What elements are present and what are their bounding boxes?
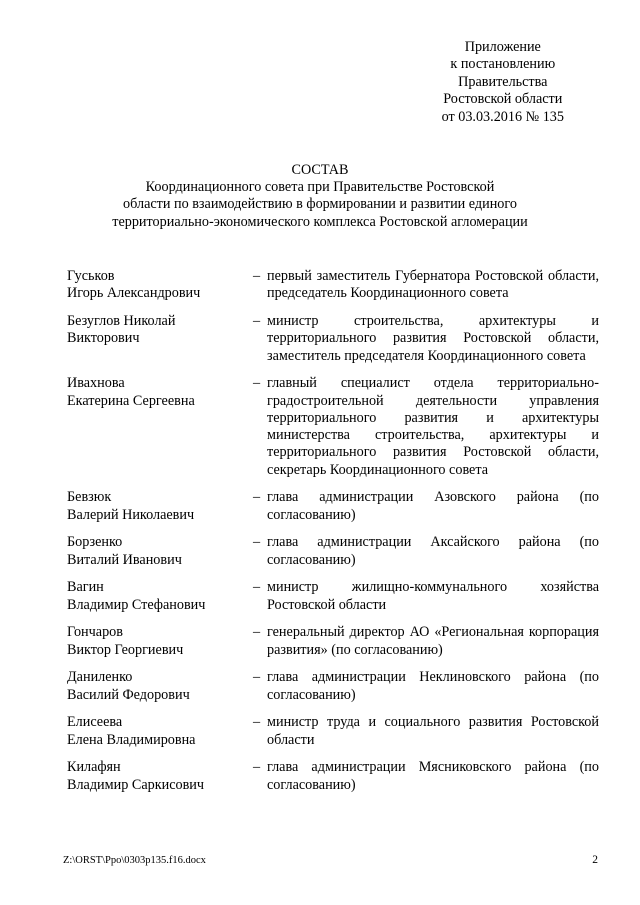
member-name xyxy=(67,313,252,348)
member-given-name: Владимир Стефанович xyxy=(67,596,206,613)
dash-separator: – xyxy=(253,268,261,284)
dash-separator: – xyxy=(253,375,261,392)
member-surname: Ивахнова xyxy=(67,375,125,392)
dash-separator: – xyxy=(253,624,261,641)
member-name xyxy=(67,669,252,704)
member-surname: Гуськов xyxy=(67,268,115,284)
member-role: министр труда и социального развития Ростовской области xyxy=(267,714,599,748)
member-entry xyxy=(67,714,599,749)
annex-block xyxy=(442,39,564,126)
member-surname: Килафян xyxy=(67,759,121,776)
member-entry xyxy=(67,268,599,303)
member-given-name: Викторович xyxy=(67,330,140,347)
title-heading: СОСТАВ xyxy=(291,162,349,178)
title-line: Координационного совета при Правительстве Ростовской xyxy=(145,179,495,196)
member-given-name: Екатерина Сергеевна xyxy=(67,392,195,409)
member-entry xyxy=(67,534,599,569)
member-given-name: Игорь Александрович xyxy=(67,285,201,302)
dash-separator: – xyxy=(253,579,261,596)
member-surname: Гончаров xyxy=(67,624,123,641)
member-entry xyxy=(67,313,599,365)
member-name xyxy=(67,489,252,524)
member-role: глава администрации Неклиновского района (по согласованию) xyxy=(267,669,599,703)
member-entry xyxy=(67,489,599,524)
dash-separator: – xyxy=(253,489,261,506)
annex-line: от 03.03.2016 № 135 xyxy=(441,108,564,125)
footer-file-path: Z:\ORST\Ppo\0303p135.f16.docx xyxy=(63,855,206,866)
member-surname: Даниленко xyxy=(67,669,133,686)
member-entry xyxy=(67,759,599,794)
document-title xyxy=(0,162,640,231)
member-entry xyxy=(67,669,599,704)
annex-line: Правительства xyxy=(458,73,548,90)
dash-separator: – xyxy=(253,714,261,731)
dash-separator: – xyxy=(253,759,261,776)
member-role: министр строительства, архитектуры и территориального развития Ростовской области, заместитель председателя Координационного совета xyxy=(267,312,599,364)
member-role: генеральный директор АО «Региональная корпорация развития» (по согласованию) xyxy=(267,624,599,658)
title-line: области по взаимодействию в формировании и развитии единого xyxy=(123,196,517,213)
member-surname: Елисеева xyxy=(67,714,123,731)
members-list xyxy=(67,268,599,804)
member-given-name: Василий Федорович xyxy=(67,686,190,703)
member-name xyxy=(67,714,252,749)
member-name xyxy=(67,268,252,303)
dash-separator: – xyxy=(253,312,261,329)
member-entry xyxy=(67,579,599,614)
annex-line: Ростовской области xyxy=(443,91,563,108)
member-surname: Безуглов Николай xyxy=(67,312,176,329)
member-given-name: Виктор Георгиевич xyxy=(67,641,184,658)
member-entry xyxy=(67,624,599,659)
member-given-name: Валерий Николаевич xyxy=(67,506,195,523)
member-role: глава администрации Азовского района (по согласованию) xyxy=(267,489,599,523)
annex-line: к постановлению xyxy=(450,56,556,73)
member-given-name: Владимир Саркисович xyxy=(67,776,205,793)
annex-line: Приложение xyxy=(464,39,541,55)
member-name xyxy=(67,759,252,794)
member-given-name: Елена Владимировна xyxy=(67,731,196,748)
member-role: главный специалист отдела территориально-градостроительной деятельности управления территориального развития и архитектуры министерства строительства, архитектуры и территориального развития Ростовской области, секретарь Координационного совета xyxy=(267,375,599,478)
member-name xyxy=(67,579,252,614)
member-given-name: Виталий Иванович xyxy=(67,551,182,568)
member-role: первый заместитель Губернатора Ростовской области, председатель Координационного совета xyxy=(267,268,599,302)
member-name xyxy=(67,534,252,569)
dash-separator: – xyxy=(253,534,261,551)
member-role: министр жилищно-коммунального хозяйства Ростовской области xyxy=(267,579,599,613)
member-surname: Бевзюк xyxy=(67,489,112,506)
member-surname: Борзенко xyxy=(67,534,123,551)
member-name xyxy=(67,624,252,659)
member-role: глава администрации Аксайского района (по согласованию) xyxy=(267,534,599,568)
member-entry xyxy=(67,375,599,479)
member-role: глава администрации Мясниковского района (по согласованию) xyxy=(267,759,599,793)
page-number: 2 xyxy=(592,854,598,866)
dash-separator: – xyxy=(253,669,261,686)
member-surname: Вагин xyxy=(67,579,104,596)
title-line: территориально-экономического комплекса Ростовской агломерации xyxy=(112,213,528,230)
member-name xyxy=(67,375,252,410)
